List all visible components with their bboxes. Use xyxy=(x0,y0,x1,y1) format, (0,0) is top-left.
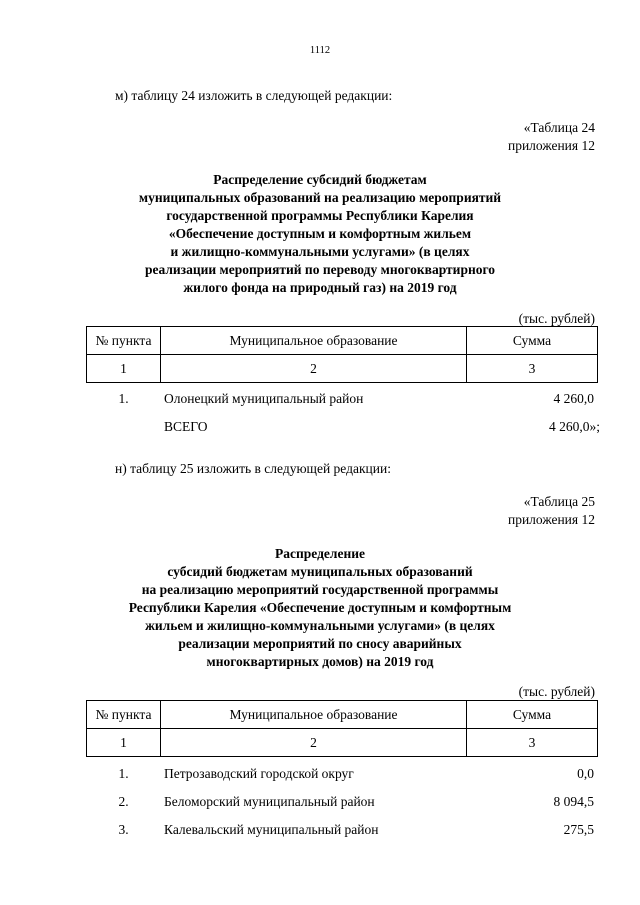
column-number-cell: 1 xyxy=(87,729,161,757)
header-cell-sum: Сумма xyxy=(467,327,598,355)
column-number-cell: 3 xyxy=(467,729,598,757)
section-m-table-header xyxy=(86,326,598,383)
row-sum: 8 094,5 xyxy=(553,794,594,809)
section-n-title xyxy=(40,545,600,671)
section-n-units: (тыс. рублей) xyxy=(518,684,595,699)
row-number: 3. xyxy=(118,822,129,837)
title-line: Распределение xyxy=(274,546,366,561)
title-line: муниципальных образований на реализацию мероприятий xyxy=(138,190,502,205)
title-line: и жилищно-коммунальными услугами» (в целях xyxy=(170,244,470,259)
header-cell-municipality: Муниципальное образование xyxy=(161,327,467,355)
table-ref-line: «Таблица 24 xyxy=(523,120,595,135)
table-ref-line: приложения 12 xyxy=(507,138,595,153)
table-ref-line: приложения 12 xyxy=(507,512,595,527)
title-line: на реализацию мероприятий государственной программы xyxy=(141,582,499,597)
section-n-table-ref xyxy=(508,493,595,529)
header-cell-sum: Сумма xyxy=(467,701,598,729)
row-municipality: Петрозаводский городской округ xyxy=(164,766,354,781)
section-m-table-ref xyxy=(508,119,595,155)
section-m-title xyxy=(40,171,600,297)
header-cell-municipality: Муниципальное образование xyxy=(161,701,467,729)
header-row xyxy=(87,701,598,729)
row-sum: 0,0 xyxy=(577,766,594,781)
page-number: 1112 xyxy=(309,45,331,56)
title-line: реализации мероприятий по переводу многоквартирного xyxy=(144,262,496,277)
title-line: Республики Карелия «Обеспечение доступным и комфортным xyxy=(128,600,512,615)
table-ref-line: «Таблица 25 xyxy=(523,494,595,509)
row-number: 1. xyxy=(118,391,129,406)
header-cell-number: № пункта xyxy=(87,327,161,355)
section-n-table-header xyxy=(86,700,598,757)
column-number-cell: 1 xyxy=(87,355,161,383)
row-number: 2. xyxy=(118,794,129,809)
column-number-row xyxy=(87,355,598,383)
row-total-label: ВСЕГО xyxy=(164,419,208,434)
title-line: реализации мероприятий по сносу аварийных xyxy=(178,636,462,651)
row-sum: 4 260,0 xyxy=(553,391,594,406)
title-line: Распределение субсидий бюджетам xyxy=(213,172,427,187)
column-number-row xyxy=(87,729,598,757)
title-line: субсидий бюджетам муниципальных образований xyxy=(167,564,473,579)
header-cell-number: № пункта xyxy=(87,701,161,729)
title-line: государственной программы Республики Карелия xyxy=(166,208,474,223)
row-number: 1. xyxy=(118,766,129,781)
title-line: жилого фонда на природный газ) на 2019 год xyxy=(183,280,457,295)
row-sum: 275,5 xyxy=(563,822,594,837)
title-line: «Обеспечение доступным и комфортным жильем xyxy=(168,226,472,241)
row-municipality: Олонецкий муниципальный район xyxy=(164,391,364,406)
section-m-units: (тыс. рублей) xyxy=(518,311,595,326)
column-number-cell: 3 xyxy=(467,355,598,383)
title-line: многоквартирных домов) на 2019 год xyxy=(206,654,434,669)
section-m-intro: м) таблицу 24 изложить в следующей редакции: xyxy=(115,88,393,103)
section-n-intro: н) таблицу 25 изложить в следующей редакции: xyxy=(115,461,391,476)
row-total-sum: 4 260,0»; xyxy=(548,419,600,434)
title-line: жильем и жилищно-коммунальными услугами» (в целях xyxy=(145,618,495,633)
row-municipality: Калевальский муниципальный район xyxy=(164,822,379,837)
header-row xyxy=(87,327,598,355)
row-municipality: Беломорский муниципальный район xyxy=(164,794,375,809)
column-number-cell: 2 xyxy=(161,355,467,383)
column-number-cell: 2 xyxy=(161,729,467,757)
